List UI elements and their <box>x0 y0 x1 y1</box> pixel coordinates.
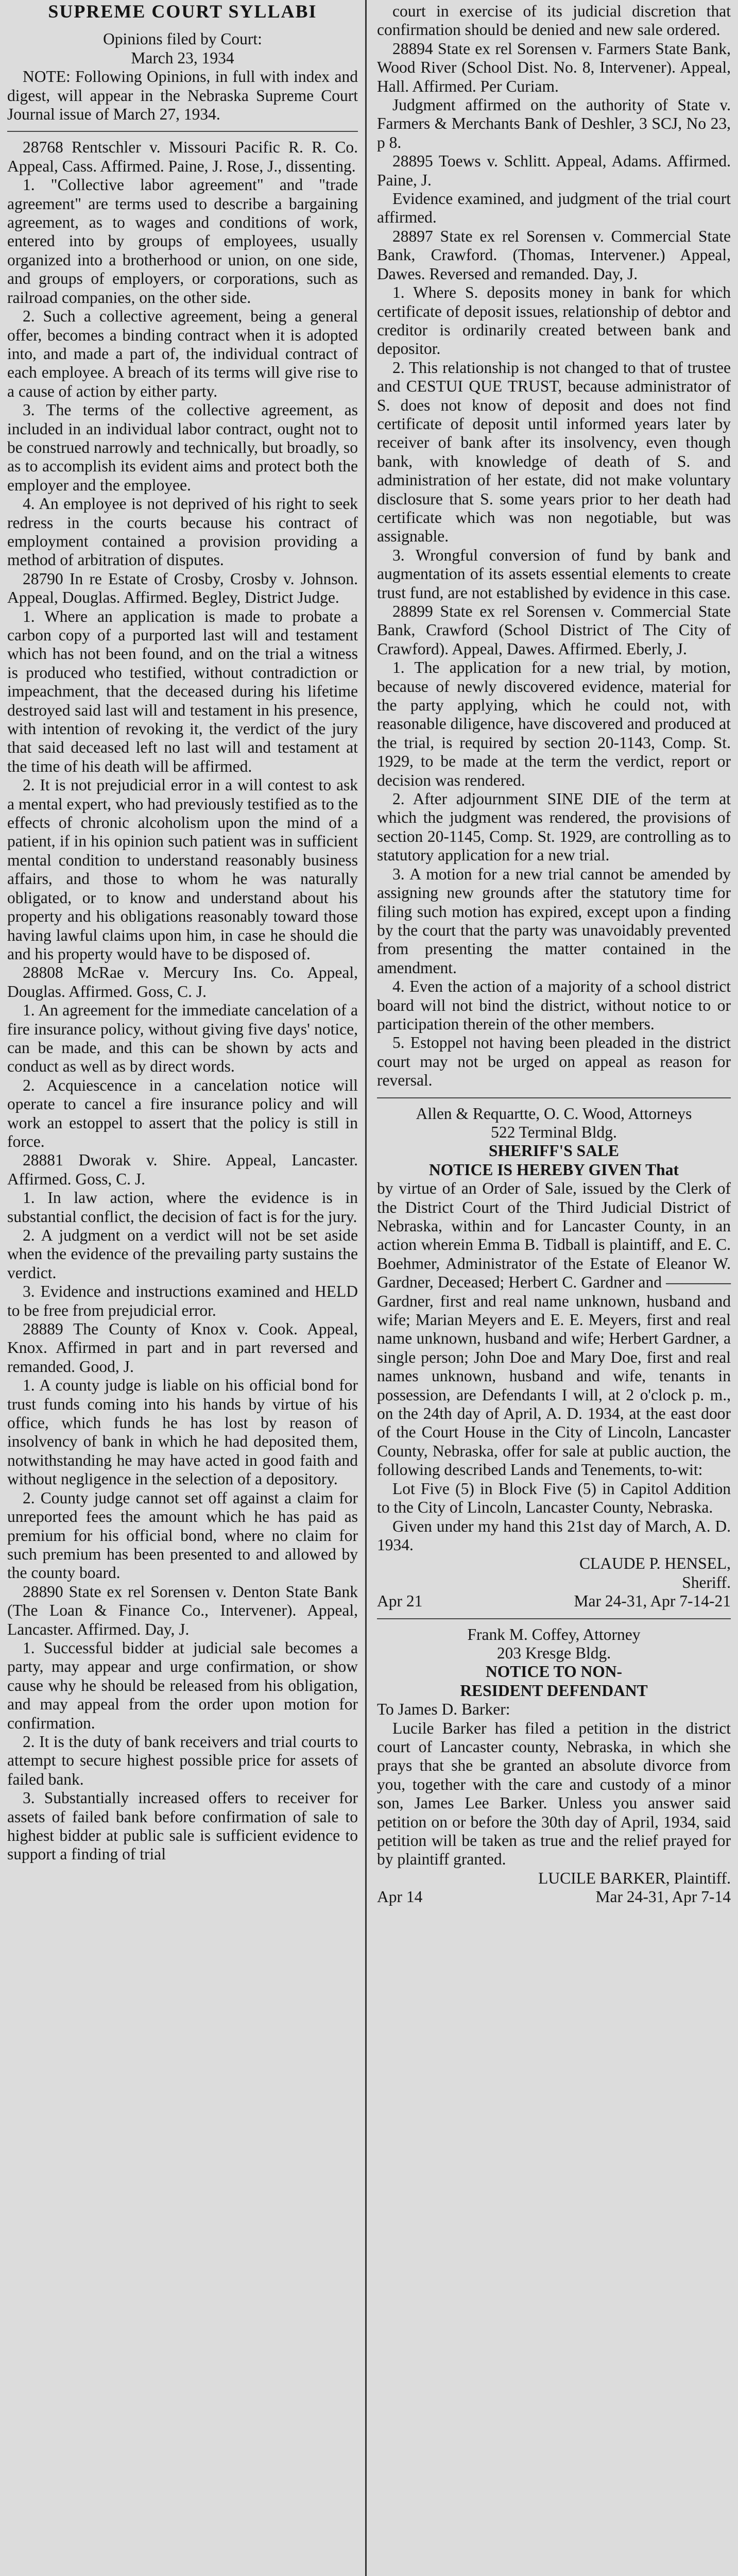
syllabus-paragraph: 5. Estoppel not having been pleaded in the district court may not be urged on appeal as reason for reversal. <box>377 1033 731 1090</box>
syllabus-paragraph: 1. "Collective labor agreement" and "trade agreement" are terms used to describe a bargaining agreement, as to wages and conditions of work, entered into by groups of employees, usually organized into a brotherhood or union, on one side, and groups of employers, or corporations, such as railroad companies, on the other side. <box>7 176 358 307</box>
sheriffs-sale-notice <box>377 1105 731 1611</box>
left-syllabi <box>7 138 358 1863</box>
notice-run-dates <box>377 1592 731 1611</box>
notice2-title-1: NOTICE TO NON- <box>486 1663 622 1681</box>
syllabus-paragraph: 2. Acquiescence in a cancelation notice will operate to cancel a fire insurance policy and will work an estoppel to assert that the policy is still in force. <box>7 1076 358 1150</box>
intro-note: NOTE: Following Opinions, in full with index and digest, will appear in the Nebraska Supreme Court Journal issue of March 27, 1934. <box>7 67 358 124</box>
syllabus-paragraph: 3. The terms of the collective agreement, as included in an individual labor contract, ought not to be construed narrowly and technically, but broadly, so as to accomplish its evident aims and protect both the employer and the employee. <box>7 401 358 494</box>
notice2-to: To James D. Barker: <box>377 1700 510 1719</box>
notice-given: Given under my hand this 21st day of March, A. D. 1934. <box>377 1517 731 1554</box>
divider <box>7 131 358 132</box>
syllabus-paragraph: 28790 In re Estate of Crosby, Crosby v. Johnson. Appeal, Douglas. Affirmed. Begley, District Judge. <box>7 569 358 607</box>
syllabus-paragraph: 2. It is not prejudicial error in a will contest to ask a mental expert, who had previously testified as to the effects of chronic alcoholism upon the mind of a patient, if in his opinion such patient was in sufficient mental condition to understand reasonably business affairs, and those to whom he was naturally obligated, or to know and understand about his property and his obligations reasonably toward those having lawful claims upon him, in case he should die and his property would have to be disposed of. <box>7 776 358 963</box>
syllabus-paragraph: 2. Such a collective agreement, being a general offer, becomes a binding contract when it is adopted into, and made a part of, the individual contract of each employee. A breach of its terms will give rise to a cause of action by either party. <box>7 307 358 400</box>
syllabus-paragraph: 1. An agreement for the immediate cancelation of a fire insurance policy, without giving five days' notice, can be made, and this can be shown by acts and conduct as well as by direct words. <box>7 1001 358 1076</box>
syllabus-paragraph: 3. Substantially increased offers to receiver for assets of failed bank before confirmation of sale to highest bidder at public sale is sufficient evidence to support a finding of trial <box>7 1789 358 1863</box>
notice2-date-right: Mar 24-31, Apr 7-14 <box>595 1888 731 1906</box>
notice-lot: Lot Five (5) in Block Five (5) in Capitol Addition to the City of Lincoln, Lancaster County, Nebraska. <box>377 1479 731 1517</box>
syllabus-paragraph: 28899 State ex rel Sorensen v. Commercial State Bank, Crawford (School District of The City of Crawford). Appeal, Dawes. Affirmed. Eberly, J. <box>377 602 731 658</box>
syllabus-paragraph: 2. County judge cannot set off against a claim for unreported fees the amount which he has paid as premium for his official bond, where no claim for such premium has been presented to and allowed by the county board. <box>7 1488 358 1582</box>
syllabus-paragraph: 4. Even the action of a majority of a school district board will not bind the district, without notice to or participation therein of the other members. <box>377 977 731 1033</box>
notice2-body: Lucile Barker has filed a petition in the district court of Lancaster county, Nebraska, in which she prays that she be granted an absolute divorce from you, together with the care and custody of a minor son, James Lee Barker. Unless you answer said petition on or before the 30th day of April, 1934, said petition will be taken as true and the relief prayed for by plaintiff granted. <box>377 1719 731 1869</box>
syllabus-paragraph: Evidence examined, and judgment of the trial court affirmed. <box>377 190 731 227</box>
notice-date-left: Apr 21 <box>377 1592 423 1611</box>
syllabus-paragraph: 1. Where S. deposits money in bank for which certificate of deposit issues, relationship of debtor and creditor is ordinarily created between bank and depositor. <box>377 283 731 358</box>
syllabus-paragraph: 28768 Rentschler v. Missouri Pacific R. R. Co. Appeal, Cass. Affirmed. Paine, J. Rose, J., dissenting. <box>7 138 358 175</box>
syllabus-paragraph: 28895 Toews v. Schlitt. Appeal, Adams. Affirmed. Paine, J. <box>377 152 731 189</box>
notice2-run-dates <box>377 1888 731 1906</box>
right-column <box>370 0 738 2576</box>
notice-subtitle: NOTICE IS HEREBY GIVEN That <box>429 1160 679 1179</box>
notice-attorneys: Allen & Requartte, O. C. Wood, Attorneys <box>416 1104 692 1123</box>
notice2-signer: LUCILE BARKER, Plaintiff. <box>538 1869 731 1887</box>
syllabus-paragraph: 1. Successful bidder at judicial sale becomes a party, may appear and urge confirmation, or show cause why he should be released from his obligation, and may appeal from the order upon motion for confirmation. <box>7 1638 358 1732</box>
notice2-attorney: Frank M. Coffey, Attorney <box>467 1625 641 1643</box>
intro-line-1: Opinions filed by Court: <box>103 30 262 48</box>
syllabus-paragraph: 1. In law action, where the evidence is in substantial conflict, the decision of fact is for the jury. <box>7 1189 358 1226</box>
syllabus-paragraph: 2. This relationship is not changed to that of trustee and CESTUI QUE TRUST, because administrator of S. does not know of deposit and does not find certificate of deposit until informed years later by receiver of bank after its insolvency, even though bank, with knowledge of death of S. and administration of her estate, did not make voluntary disclosure that S. some years prior to her death had certificate which was non negotiable, but was assignable. <box>377 358 731 546</box>
syllabus-paragraph: 28889 The County of Knox v. Cook. Appeal, Knox. Affirmed in part and in part reversed and remanded. Good, J. <box>7 1320 358 1376</box>
syllabus-paragraph: 28808 McRae v. Mercury Ins. Co. Appeal, Douglas. Affirmed. Goss, C. J. <box>7 963 358 1001</box>
syllabus-paragraph: 28881 Dworak v. Shire. Appeal, Lancaster. Affirmed. Goss, C. J. <box>7 1151 358 1188</box>
column-header: SUPREME COURT SYLLABI <box>48 1 317 22</box>
syllabus-paragraph: Judgment affirmed on the authority of State v. Farmers & Merchants Bank of Deshler, 3 SCJ, No 23, p 8. <box>377 96 731 151</box>
syllabus-paragraph: 28894 State ex rel Sorensen v. Farmers State Bank, Wood River (School Dist. No. 8, Intervener). Appeal, Hall. Affirmed. Per Curiam. <box>377 39 731 95</box>
syllabus-paragraph: 2. A judgment on a verdict will not be set aside when the evidence of the prevailing party sustains the verdict. <box>7 1226 358 1282</box>
notice-body: by virtue of an Order of Sale, issued by the Clerk of the District Court of the Third Judicial District of Nebraska, within and for Lancaster County, in an action wherein Emma B. Tidball is plaintiff, and E. C. Boehmer, Administrator of the Estate of Eleanor W. Gardner, Deceased; Herbert C. Gardner and ———— Gardner, first and real name unknown, husband and wife; Marian Meyers and E. E. Meyers, first and real name unknown, husband and wife; Herbert Gardner, a single person; John Doe and Mary Doe, first and real names unknown, husband and wife, tenants in possession, are Defendants I will, at 2 o'clock p. m., on the 24th day of April, A. D. 1934, at the east door of the Court House in the City of Lincoln, Lancaster County, Nebraska, offer for sale at public auction, the following described Lands and Tenements, to-wit: <box>377 1179 731 1479</box>
nonresident-notice <box>377 1625 731 1907</box>
syllabus-paragraph: 2. After adjournment SINE DIE of the term at which the judgment was rendered, the provisions of section 20-1145, Comp. St. 1929, are controlling as to statutory application for a new trial. <box>377 790 731 865</box>
continued-text: court in exercise of its judicial discretion that confirmation should be denied and new sale ordered. <box>377 2 731 39</box>
right-syllabi <box>377 40 731 1090</box>
notice2-address: 203 Kresge Bldg. <box>496 1643 611 1662</box>
syllabus-paragraph: 3. Evidence and instructions examined and HELD to be free from prejudicial error. <box>7 1282 358 1319</box>
syllabus-paragraph: 3. Wrongful conversion of fund by bank and augmentation of its assets essential elements to create trust fund, are not established by evidence in this case. <box>377 546 731 602</box>
notice2-title-2: RESIDENT DEFENDANT <box>460 1681 648 1700</box>
notice-signer: CLAUDE P. HENSEL, <box>579 1554 731 1573</box>
syllabus-paragraph: 2. It is the duty of bank receivers and trial courts to attempt to secure highest possible price for assets of failed bank. <box>7 1732 358 1788</box>
notice-address: 522 Terminal Bldg. <box>491 1123 617 1141</box>
syllabus-paragraph: 4. An employee is not deprived of his right to seek redress in the courts because his contract of employment contained a provision providing a method of arbitration of disputes. <box>7 495 358 569</box>
divider <box>377 1618 731 1619</box>
syllabus-paragraph: 3. A motion for a new trial cannot be amended by assigning new grounds after the statutory time for filing such motion has expired, except upon a finding by the court that the party was unavoidably prevented from presenting the matter contained in the amendment. <box>377 865 731 977</box>
divider <box>377 1097 731 1098</box>
notice-title: SHERIFF'S SALE <box>489 1142 619 1160</box>
syllabus-paragraph: 28897 State ex rel Sorensen v. Commercial State Bank, Crawford. (Thomas, Intervener.) Appeal, Dawes. Reversed and remanded. Day, J. <box>377 227 731 283</box>
left-column <box>0 0 367 2576</box>
syllabus-paragraph: 1. The application for a new trial, by motion, because of newly discovered evidence, material for the party applying, which he could not, with reasonable diligence, have discovered and produced at the trial, is required by section 20-1143, Comp. St. 1929, to be made at the term the verdict, report or decision was rendered. <box>377 658 731 789</box>
notice2-date-left: Apr 14 <box>377 1888 423 1906</box>
syllabus-paragraph: 1. Where an application is made to probate a carbon copy of a purported last will and testament which has not been found, and on the trial a witness is produced who testified, without contradiction or impeachment, that the deceased during his lifetime destroyed said last will and testament in his presence, with intention of revoking it, the verdict of the jury that said deceased left no last will and testament at the time of his death will be affirmed. <box>7 607 358 775</box>
syllabus-paragraph: 28890 State ex rel Sorensen v. Denton State Bank (The Loan & Finance Co., Intervener). Appeal, Lancaster. Affirmed. Day, J. <box>7 1582 358 1638</box>
notice-date-right: Mar 24-31, Apr 7-14-21 <box>574 1592 731 1611</box>
intro-line-2: March 23, 1934 <box>131 48 234 67</box>
syllabus-paragraph: 1. A county judge is liable on his official bond for trust funds coming into his hands by virtue of his office, which funds he has lost by reason of insolvency of bank in which he had deposited them, notwithstanding he may have acted in good faith and without negligence in the selection of a depository. <box>7 1376 358 1488</box>
notice-signer-title: Sheriff. <box>682 1573 731 1591</box>
